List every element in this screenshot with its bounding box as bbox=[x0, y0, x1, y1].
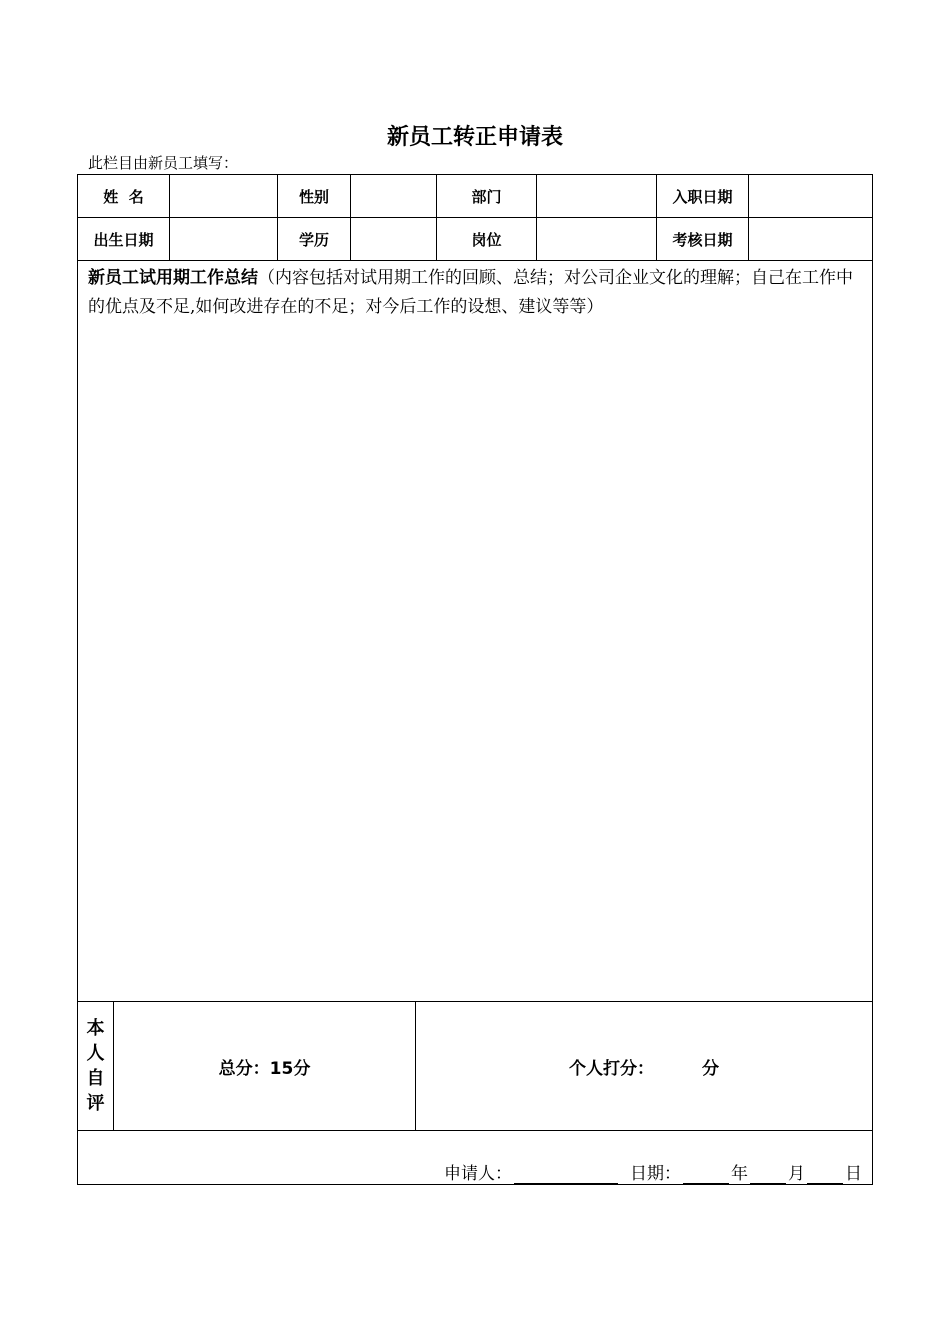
work-summary-heading: 新员工试用期工作总结 bbox=[88, 268, 258, 288]
signature-line bbox=[444, 1159, 862, 1184]
hire-date-field[interactable] bbox=[749, 175, 872, 217]
work-summary-instructions: （内容包括对试用期工作的回顾、总结；对公司企业文化的理解；自己在工作中的优点及不足,如何改进存在的不足；对今后工作的设想、建议等等） bbox=[88, 268, 853, 317]
application-form bbox=[77, 174, 873, 1185]
birth-date-field[interactable] bbox=[170, 218, 278, 260]
self-eval-char: 人 bbox=[86, 1043, 105, 1064]
education-label: 学历 bbox=[278, 218, 351, 260]
personal-score-unit: 分 bbox=[702, 1058, 719, 1079]
year-label: 年 bbox=[731, 1164, 748, 1184]
date-label: 日期： bbox=[630, 1164, 681, 1184]
birth-date-label: 出生日期 bbox=[78, 218, 170, 260]
personal-score-label: 个人打分： bbox=[569, 1058, 654, 1079]
day-field[interactable] bbox=[807, 1165, 843, 1184]
day-label: 日 bbox=[845, 1164, 862, 1184]
total-score: 总分：15分 bbox=[114, 1002, 416, 1130]
applicant-label: 申请人： bbox=[444, 1164, 512, 1184]
signature-row bbox=[78, 1131, 872, 1184]
personal-score-cell bbox=[416, 1002, 872, 1130]
gender-field[interactable] bbox=[351, 175, 437, 217]
hire-date-label: 入职日期 bbox=[657, 175, 749, 217]
self-eval-char: 自 bbox=[86, 1068, 105, 1089]
month-label: 月 bbox=[788, 1164, 805, 1184]
info-row-2 bbox=[78, 218, 872, 261]
applicant-field[interactable] bbox=[514, 1165, 618, 1184]
name-label: 姓 名 bbox=[78, 175, 170, 217]
form-note: 此栏目由新员工填写： bbox=[88, 154, 239, 172]
education-field[interactable] bbox=[351, 218, 437, 260]
work-summary-prompt bbox=[88, 264, 862, 322]
self-evaluation-row bbox=[78, 1002, 872, 1131]
name-field[interactable] bbox=[170, 175, 278, 217]
department-field[interactable] bbox=[537, 175, 657, 217]
position-field[interactable] bbox=[537, 218, 657, 260]
info-row-1 bbox=[78, 175, 872, 218]
position-label: 岗位 bbox=[437, 218, 537, 260]
self-eval-char: 本 bbox=[86, 1018, 105, 1039]
self-eval-char: 评 bbox=[86, 1093, 105, 1114]
review-date-field[interactable] bbox=[749, 218, 872, 260]
self-evaluation-label bbox=[78, 1002, 114, 1130]
work-summary-section[interactable] bbox=[78, 261, 872, 1002]
page-title: 新员工转正申请表 bbox=[386, 125, 563, 150]
year-field[interactable] bbox=[683, 1165, 729, 1184]
review-date-label: 考核日期 bbox=[657, 218, 749, 260]
department-label: 部门 bbox=[437, 175, 537, 217]
gender-label: 性别 bbox=[278, 175, 351, 217]
month-field[interactable] bbox=[750, 1165, 786, 1184]
